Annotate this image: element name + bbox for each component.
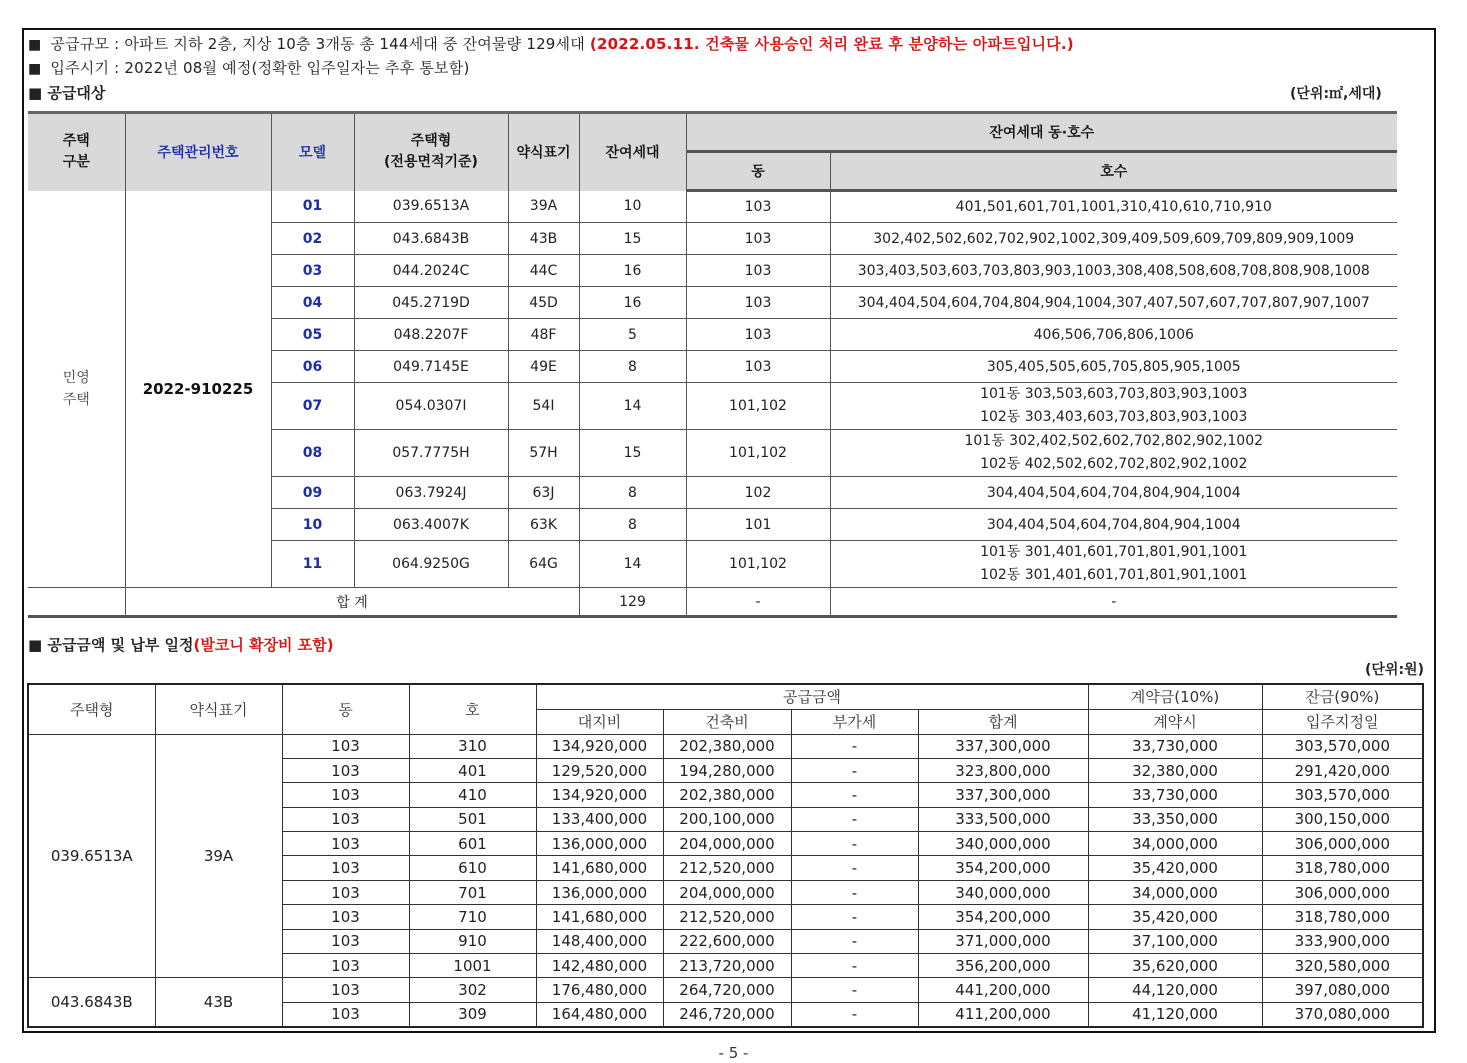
- model-cell: 10: [271, 509, 354, 541]
- deposit-cell: 41,120,000: [1088, 1002, 1262, 1026]
- remain-cell: 5: [579, 319, 686, 351]
- type-cell: 049.7145E: [354, 351, 508, 383]
- move-in-text: 입주시기 : 2022년 08월 예정(정확한 입주일자는 추후 통보함): [50, 59, 470, 77]
- sum-cell: 354,200,000: [918, 856, 1088, 880]
- ho-cell: 410: [409, 783, 536, 807]
- model-cell: 02: [271, 223, 354, 255]
- type-cell: 043.6843B: [28, 978, 155, 1027]
- ho-line: 101동 302,402,502,602,702,802,902,1002: [964, 433, 1264, 449]
- remain-cell: 8: [579, 509, 686, 541]
- header-type: 주택형: [28, 684, 155, 734]
- model-cell: 05: [271, 319, 354, 351]
- bullet-square-icon: ■: [28, 61, 42, 77]
- ho-line: 101동 301,401,601,701,801,901,1001: [980, 544, 1248, 560]
- kind-cell: 민영 주택: [28, 191, 125, 588]
- short-cell: 44C: [508, 255, 579, 287]
- ho-cell: 401,501,601,701,1001,310,410,610,710,910: [830, 191, 1397, 223]
- ho-cell: 302,402,502,602,702,902,1002,309,409,509,609,709,809,909,1009: [830, 223, 1397, 255]
- header-remain: 잔여세대: [579, 113, 686, 191]
- land-cell: 176,480,000: [536, 978, 663, 1002]
- deposit-cell: 44,120,000: [1088, 978, 1262, 1002]
- short-cell: 54I: [508, 383, 579, 430]
- sum-cell: 356,200,000: [918, 954, 1088, 978]
- remain-cell: 16: [579, 255, 686, 287]
- build-cell: 246,720,000: [663, 1002, 791, 1026]
- dong-cell: 103: [282, 1002, 409, 1026]
- ho-cell: 1001: [409, 954, 536, 978]
- header-short: 약식표기: [508, 113, 579, 191]
- section-title-text: 공급대상: [47, 84, 106, 102]
- build-cell: 204,000,000: [663, 880, 791, 904]
- section-title-price: [28, 634, 334, 655]
- supply-target-table: [28, 111, 1397, 618]
- type-cell: 064.9250G: [354, 541, 508, 588]
- remain-cell: 15: [579, 223, 686, 255]
- vat-cell: -: [791, 807, 918, 831]
- ho-cell: 501: [409, 807, 536, 831]
- sum-cell: 371,000,000: [918, 929, 1088, 953]
- dong-cell: 103: [282, 880, 409, 904]
- balance-cell: 320,580,000: [1262, 954, 1423, 978]
- balance-cell: 397,080,000: [1262, 978, 1423, 1002]
- dong-cell: 101: [686, 509, 830, 541]
- short-cell: 39A: [508, 191, 579, 223]
- ho-cell: [830, 541, 1397, 588]
- short-cell: 63J: [508, 477, 579, 509]
- vat-cell: -: [791, 880, 918, 904]
- header-short: 약식표기: [155, 684, 282, 734]
- short-cell: 45D: [508, 287, 579, 319]
- ho-cell: 309: [409, 1002, 536, 1026]
- vat-cell: -: [791, 734, 918, 758]
- land-cell: 142,480,000: [536, 954, 663, 978]
- vat-cell: -: [791, 1002, 918, 1026]
- land-cell: 136,000,000: [536, 880, 663, 904]
- header-vat: 부가세: [791, 709, 918, 734]
- remain-cell: 10: [579, 191, 686, 223]
- sum-cell: 337,300,000: [918, 734, 1088, 758]
- remain-cell: 14: [579, 541, 686, 588]
- header-supply-amount: 공급금액: [536, 684, 1088, 709]
- land-cell: 141,680,000: [536, 856, 663, 880]
- balance-cell: 303,570,000: [1262, 734, 1423, 758]
- bullet-square-icon: ■: [28, 84, 43, 102]
- table-row: [28, 978, 1423, 1002]
- table-row: [28, 191, 1397, 223]
- ho-cell: 406,506,706,806,1006: [830, 319, 1397, 351]
- model-cell: 07: [271, 383, 354, 430]
- model-cell: 01: [271, 191, 354, 223]
- ho-cell: [830, 430, 1397, 477]
- remain-cell: 14: [579, 383, 686, 430]
- deposit-cell: 35,420,000: [1088, 905, 1262, 929]
- dong-cell: 103: [282, 734, 409, 758]
- header-kind: 주택 구분: [28, 113, 125, 191]
- type-cell: 043.6843B: [354, 223, 508, 255]
- dong-cell: 103: [282, 783, 409, 807]
- short-cell: 49E: [508, 351, 579, 383]
- dong-cell: 101,102: [686, 430, 830, 477]
- section-title-note: (발코니 확장비 포함): [193, 636, 334, 654]
- ho-cell: 303,403,503,603,703,803,903,1003,308,408,508,608,708,808,908,1008: [830, 255, 1397, 287]
- sum-cell: 340,000,000: [918, 832, 1088, 856]
- build-cell: 200,100,000: [663, 807, 791, 831]
- ho-cell: 304,404,504,604,704,804,904,1004: [830, 477, 1397, 509]
- type-cell: 048.2207F: [354, 319, 508, 351]
- short-cell: 39A: [155, 734, 282, 978]
- header-dong: 동: [686, 152, 830, 191]
- ho-cell: 304,404,504,604,704,804,904,1004,307,407,507,607,707,807,907,1007: [830, 287, 1397, 319]
- short-cell: 43B: [155, 978, 282, 1027]
- unit-label-price: (단위:원): [1365, 662, 1424, 678]
- remain-cell: 8: [579, 351, 686, 383]
- type-cell: 039.6513A: [354, 191, 508, 223]
- build-cell: 204,000,000: [663, 832, 791, 856]
- dong-cell: 103: [282, 807, 409, 831]
- short-cell: 48F: [508, 319, 579, 351]
- header-sum: 합계: [918, 709, 1088, 734]
- dong-cell: 103: [282, 929, 409, 953]
- balance-cell: 303,570,000: [1262, 783, 1423, 807]
- ho-cell: 302: [409, 978, 536, 1002]
- bullet-square-icon: ■: [28, 37, 42, 53]
- dong-cell: 103: [686, 255, 830, 287]
- header-land: 대지비: [536, 709, 663, 734]
- balance-cell: 291,420,000: [1262, 758, 1423, 782]
- supply-scale-text: 공급규모 : 아파트 지하 2층, 지상 10층 3개동 총 144세대 중 잔여물량 129세대: [50, 35, 585, 53]
- remain-cell: 16: [579, 287, 686, 319]
- ho-line: 102동 402,502,602,702,802,902,1002: [980, 456, 1248, 472]
- short-cell: 57H: [508, 430, 579, 477]
- vat-cell: -: [791, 929, 918, 953]
- balance-cell: 306,000,000: [1262, 832, 1423, 856]
- land-cell: 141,680,000: [536, 905, 663, 929]
- deposit-cell: 34,000,000: [1088, 832, 1262, 856]
- unit-label-supply: (단위:㎡,세대): [1290, 86, 1382, 102]
- build-cell: 264,720,000: [663, 978, 791, 1002]
- sum-cell: 441,200,000: [918, 978, 1088, 1002]
- dong-cell: 103: [686, 191, 830, 223]
- build-cell: 202,380,000: [663, 734, 791, 758]
- build-cell: 222,600,000: [663, 929, 791, 953]
- build-cell: 212,520,000: [663, 856, 791, 880]
- sum-cell: 340,000,000: [918, 880, 1088, 904]
- ho-line: 102동 301,401,601,701,801,901,1001: [980, 567, 1248, 583]
- build-cell: 213,720,000: [663, 954, 791, 978]
- dong-cell: 103: [282, 856, 409, 880]
- remain-cell: 15: [579, 430, 686, 477]
- land-cell: 134,920,000: [536, 783, 663, 807]
- table-row: [28, 734, 1423, 758]
- dong-cell: 103: [686, 319, 830, 351]
- balance-cell: 370,080,000: [1262, 1002, 1423, 1026]
- short-cell: 63K: [508, 509, 579, 541]
- vat-cell: -: [791, 832, 918, 856]
- land-cell: 148,400,000: [536, 929, 663, 953]
- land-cell: 136,000,000: [536, 832, 663, 856]
- type-cell: 044.2024C: [354, 255, 508, 287]
- deposit-cell: 34,000,000: [1088, 880, 1262, 904]
- total-ho: -: [830, 588, 1397, 617]
- vat-cell: -: [791, 783, 918, 807]
- type-cell: 057.7775H: [354, 430, 508, 477]
- balance-cell: 318,780,000: [1262, 856, 1423, 880]
- ho-cell: [830, 383, 1397, 430]
- build-cell: 194,280,000: [663, 758, 791, 782]
- sum-cell: 333,500,000: [918, 807, 1088, 831]
- dong-cell: 103: [686, 287, 830, 319]
- ho-cell: 304,404,504,604,704,804,904,1004: [830, 509, 1397, 541]
- land-cell: 133,400,000: [536, 807, 663, 831]
- balance-cell: 318,780,000: [1262, 905, 1423, 929]
- total-row: [28, 588, 1397, 617]
- header-mgmt-no: 주택관리번호: [125, 113, 271, 191]
- section-title-supply-target: [28, 82, 105, 103]
- model-cell: 08: [271, 430, 354, 477]
- short-cell: 64G: [508, 541, 579, 588]
- header-ho: 호: [409, 684, 536, 734]
- remain-cell: 8: [579, 477, 686, 509]
- sum-cell: 411,200,000: [918, 1002, 1088, 1026]
- type-cell: 063.4007K: [354, 509, 508, 541]
- header-deposit: 계약금(10%): [1088, 684, 1262, 709]
- dong-cell: 103: [282, 978, 409, 1002]
- build-cell: 212,520,000: [663, 905, 791, 929]
- balance-cell: 300,150,000: [1262, 807, 1423, 831]
- sum-cell: 337,300,000: [918, 783, 1088, 807]
- ho-line: 102동 303,403,603,703,803,903,1003: [980, 409, 1248, 425]
- land-cell: 129,520,000: [536, 758, 663, 782]
- sum-cell: 354,200,000: [918, 905, 1088, 929]
- deposit-cell: 33,350,000: [1088, 807, 1262, 831]
- dong-cell: 101,102: [686, 383, 830, 430]
- model-cell: 06: [271, 351, 354, 383]
- ho-cell: 910: [409, 929, 536, 953]
- header-ho: 호수: [830, 152, 1397, 191]
- vat-cell: -: [791, 954, 918, 978]
- section-title-text: 공급금액 및 납부 일정: [47, 636, 194, 654]
- dong-cell: 103: [282, 954, 409, 978]
- ho-cell: 601: [409, 832, 536, 856]
- move-in-line: [28, 57, 470, 78]
- header-build: 건축비: [663, 709, 791, 734]
- dong-cell: 102: [686, 477, 830, 509]
- supply-scale-note: (2022.05.11. 건축물 사용승인 처리 완료 후 분양하는 아파트입니다.): [589, 35, 1074, 53]
- build-cell: 202,380,000: [663, 783, 791, 807]
- supply-scale-line: [28, 33, 1074, 54]
- mgmt-no-cell: 2022-910225: [125, 191, 271, 588]
- vat-cell: -: [791, 758, 918, 782]
- vat-cell: -: [791, 856, 918, 880]
- balance-cell: 333,900,000: [1262, 929, 1423, 953]
- ho-cell: 701: [409, 880, 536, 904]
- ho-cell: 610: [409, 856, 536, 880]
- dong-cell: 103: [686, 223, 830, 255]
- deposit-cell: 35,620,000: [1088, 954, 1262, 978]
- ho-cell: 710: [409, 905, 536, 929]
- type-cell: 054.0307I: [354, 383, 508, 430]
- header-balance: 잔금(90%): [1262, 684, 1423, 709]
- header-remain-units: 잔여세대 동·호수: [686, 113, 1397, 152]
- total-label: 합 계: [125, 588, 579, 617]
- dong-cell: 103: [282, 905, 409, 929]
- total-remain: 129: [579, 588, 686, 617]
- short-cell: 43B: [508, 223, 579, 255]
- bullet-square-icon: ■: [28, 636, 43, 654]
- total-dong: -: [686, 588, 830, 617]
- land-cell: 164,480,000: [536, 1002, 663, 1026]
- deposit-cell: 33,730,000: [1088, 734, 1262, 758]
- sum-cell: 323,800,000: [918, 758, 1088, 782]
- model-cell: 11: [271, 541, 354, 588]
- model-cell: 03: [271, 255, 354, 287]
- dong-cell: 103: [282, 832, 409, 856]
- ho-cell: 305,405,505,605,705,805,905,1005: [830, 351, 1397, 383]
- dong-cell: 101,102: [686, 541, 830, 588]
- price-table: [27, 683, 1424, 1028]
- page-number: - 5 -: [718, 1044, 749, 1062]
- land-cell: 134,920,000: [536, 734, 663, 758]
- balance-cell: 306,000,000: [1262, 880, 1423, 904]
- ho-cell: 401: [409, 758, 536, 782]
- header-house-type: 주택형 (전용면적기준): [354, 113, 508, 191]
- header-deposit-when: 계약시: [1088, 709, 1262, 734]
- deposit-cell: 32,380,000: [1088, 758, 1262, 782]
- vat-cell: -: [791, 978, 918, 1002]
- deposit-cell: 33,730,000: [1088, 783, 1262, 807]
- vat-cell: -: [791, 905, 918, 929]
- header-balance-when: 입주지정일: [1262, 709, 1423, 734]
- ho-line: 101동 303,503,603,703,803,903,1003: [980, 386, 1248, 402]
- type-cell: 045.2719D: [354, 287, 508, 319]
- model-cell: 09: [271, 477, 354, 509]
- dong-cell: 103: [686, 351, 830, 383]
- deposit-cell: 37,100,000: [1088, 929, 1262, 953]
- ho-cell: 310: [409, 734, 536, 758]
- model-cell: 04: [271, 287, 354, 319]
- type-cell: 063.7924J: [354, 477, 508, 509]
- type-cell: 039.6513A: [28, 734, 155, 978]
- deposit-cell: 35,420,000: [1088, 856, 1262, 880]
- header-model: 모델: [271, 113, 354, 191]
- total-blank: [28, 588, 125, 617]
- header-dong: 동: [282, 684, 409, 734]
- dong-cell: 103: [282, 758, 409, 782]
